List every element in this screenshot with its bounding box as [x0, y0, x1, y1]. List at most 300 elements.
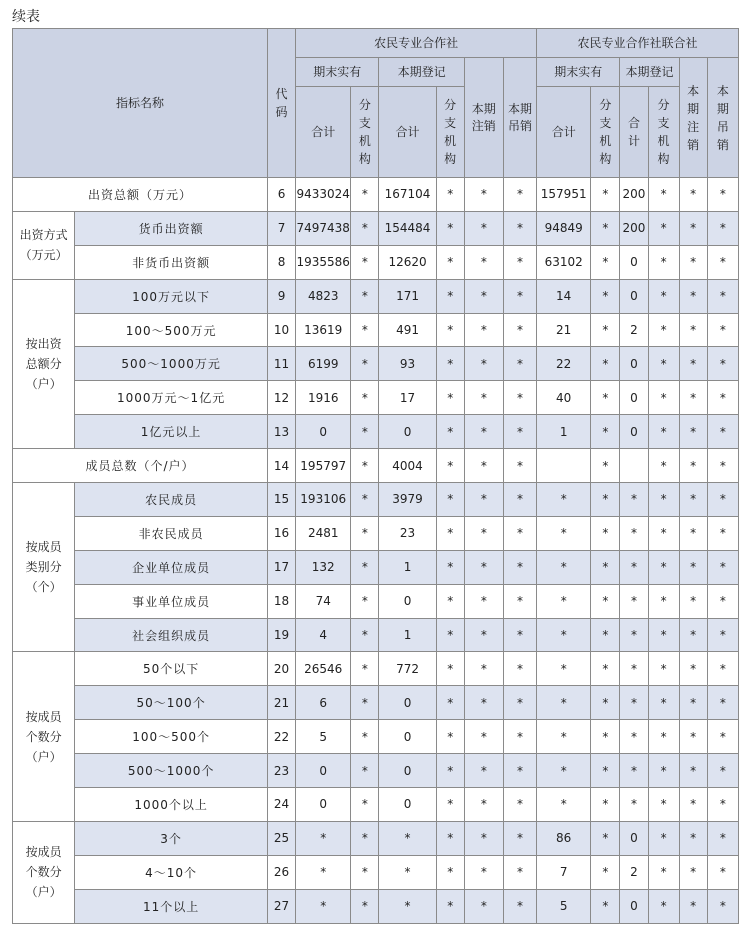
indicator-name: 1亿元以上	[75, 415, 268, 449]
value-cell: 2481	[296, 516, 351, 550]
value-cell: *	[464, 516, 503, 550]
value-cell: *	[620, 550, 648, 584]
union-header: 农民专业合作社联合社	[537, 29, 739, 58]
value-cell: *	[464, 381, 503, 415]
value-cell: *	[436, 178, 464, 212]
value-cell: *	[707, 686, 738, 720]
value-cell: *	[436, 279, 464, 313]
coop-branch-header: 分支机构	[351, 87, 379, 178]
value-cell: *	[648, 754, 679, 788]
value-cell: *	[436, 618, 464, 652]
value-cell: *	[620, 584, 648, 618]
value-cell: 23	[379, 516, 436, 550]
value-cell: *	[707, 415, 738, 449]
value-cell: *	[503, 245, 536, 279]
value-cell: *	[591, 652, 620, 686]
value-cell: *	[351, 178, 379, 212]
value-cell: *	[679, 211, 707, 245]
value-cell: *	[707, 347, 738, 381]
value-cell: 0	[379, 754, 436, 788]
value-cell: 5	[296, 720, 351, 754]
indicator-name: 500～1000万元	[75, 347, 268, 381]
value-cell: *	[679, 686, 707, 720]
value-cell: *	[503, 279, 536, 313]
value-cell: *	[707, 550, 738, 584]
value-cell: 154484	[379, 211, 436, 245]
row-code: 21	[268, 686, 296, 720]
row-code: 23	[268, 754, 296, 788]
value-cell: *	[351, 279, 379, 313]
union-reg-branch-header: 分支机构	[648, 87, 679, 178]
value-cell: *	[707, 618, 738, 652]
value-cell: *	[537, 686, 591, 720]
value-cell: 17	[379, 381, 436, 415]
value-cell: *	[707, 313, 738, 347]
row-code: 19	[268, 618, 296, 652]
value-cell: *	[648, 245, 679, 279]
value-cell: *	[503, 618, 536, 652]
indicator-name: 100万元以下	[75, 279, 268, 313]
value-cell: *	[436, 211, 464, 245]
union-period-end-header: 期末实有	[537, 58, 620, 87]
value-cell: 14	[537, 279, 591, 313]
value-cell: *	[620, 516, 648, 550]
value-cell: 7	[537, 855, 591, 889]
value-cell: *	[679, 584, 707, 618]
coop-header: 农民专业合作社	[296, 29, 537, 58]
value-cell	[620, 449, 648, 483]
value-cell: *	[648, 720, 679, 754]
value-cell: *	[679, 855, 707, 889]
value-cell: *	[464, 754, 503, 788]
value-cell: 0	[379, 584, 436, 618]
value-cell: *	[351, 821, 379, 855]
table-row	[13, 618, 739, 652]
value-cell: *	[351, 754, 379, 788]
table-row	[13, 889, 739, 923]
indicator-name: 11个以上	[75, 889, 268, 923]
value-cell: *	[648, 178, 679, 212]
value-cell: *	[537, 754, 591, 788]
value-cell: *	[707, 483, 738, 517]
union-period-reg-header: 本期登记	[620, 58, 679, 87]
value-cell: *	[648, 313, 679, 347]
value-cell: *	[591, 279, 620, 313]
value-cell: *	[503, 720, 536, 754]
table-row	[13, 211, 739, 245]
indicator-name: 货币出资额	[75, 211, 268, 245]
value-cell: *	[351, 449, 379, 483]
value-cell: *	[620, 720, 648, 754]
value-cell: *	[537, 516, 591, 550]
value-cell: *	[296, 855, 351, 889]
union-cancel-header: 本期注销	[679, 58, 707, 178]
value-cell: *	[464, 889, 503, 923]
value-cell: *	[679, 347, 707, 381]
value-cell: 0	[379, 686, 436, 720]
value-cell: *	[648, 788, 679, 822]
value-cell: *	[648, 347, 679, 381]
value-cell: 200	[620, 178, 648, 212]
union-total-header: 合计	[537, 87, 591, 178]
value-cell: 6199	[296, 347, 351, 381]
union-branch-header: 分支机构	[591, 87, 620, 178]
statistics-table	[12, 28, 739, 924]
value-cell: *	[707, 178, 738, 212]
table-row	[13, 313, 739, 347]
table-row	[13, 686, 739, 720]
value-cell: *	[679, 889, 707, 923]
value-cell: *	[537, 652, 591, 686]
value-cell: *	[351, 686, 379, 720]
value-cell: *	[591, 483, 620, 517]
value-cell: *	[648, 211, 679, 245]
value-cell: *	[591, 550, 620, 584]
value-cell: 0	[620, 279, 648, 313]
table-row	[13, 381, 739, 415]
value-cell: *	[436, 754, 464, 788]
row-code: 26	[268, 855, 296, 889]
value-cell: *	[436, 516, 464, 550]
value-cell: *	[591, 618, 620, 652]
value-cell: *	[503, 483, 536, 517]
value-cell: 157951	[537, 178, 591, 212]
value-cell: *	[464, 245, 503, 279]
value-cell: *	[351, 347, 379, 381]
value-cell: 7497438	[296, 211, 351, 245]
coop-revoke-header: 本期吊销	[503, 58, 536, 178]
value-cell: *	[648, 415, 679, 449]
table-header	[13, 29, 739, 178]
indicator-name: 企业单位成员	[75, 550, 268, 584]
value-cell: 200	[620, 211, 648, 245]
value-cell: 5	[537, 889, 591, 923]
value-cell: *	[537, 483, 591, 517]
value-cell: 1935586	[296, 245, 351, 279]
indicator-header: 指标名称	[13, 29, 268, 178]
row-group-label: 按成员个数分（户）	[13, 821, 75, 923]
value-cell: *	[351, 313, 379, 347]
value-cell: 0	[620, 245, 648, 279]
value-cell: 40	[537, 381, 591, 415]
value-cell: *	[648, 652, 679, 686]
table-row	[13, 449, 739, 483]
value-cell: *	[591, 415, 620, 449]
value-cell: *	[503, 584, 536, 618]
value-cell: *	[591, 313, 620, 347]
value-cell: *	[464, 550, 503, 584]
table-row	[13, 584, 739, 618]
value-cell: *	[503, 381, 536, 415]
value-cell: *	[537, 720, 591, 754]
indicator-name: 100～500个	[75, 720, 268, 754]
value-cell: 0	[379, 788, 436, 822]
value-cell: *	[351, 415, 379, 449]
row-code: 17	[268, 550, 296, 584]
value-cell: *	[591, 449, 620, 483]
value-cell: 0	[620, 415, 648, 449]
value-cell: *	[351, 516, 379, 550]
value-cell: *	[707, 754, 738, 788]
value-cell: *	[351, 550, 379, 584]
value-cell: *	[351, 652, 379, 686]
value-cell: *	[436, 652, 464, 686]
value-cell: 12620	[379, 245, 436, 279]
table-body	[13, 178, 739, 924]
value-cell: *	[591, 889, 620, 923]
value-cell: *	[707, 855, 738, 889]
value-cell: 6	[296, 686, 351, 720]
value-cell: *	[503, 686, 536, 720]
value-cell: *	[436, 584, 464, 618]
table-row	[13, 245, 739, 279]
value-cell: *	[679, 550, 707, 584]
value-cell: *	[436, 415, 464, 449]
value-cell: *	[679, 313, 707, 347]
row-code: 7	[268, 211, 296, 245]
value-cell: *	[436, 550, 464, 584]
row-code: 8	[268, 245, 296, 279]
value-cell: *	[464, 449, 503, 483]
value-cell: *	[351, 483, 379, 517]
value-cell: *	[707, 381, 738, 415]
indicator-name: 非货币出资额	[75, 245, 268, 279]
value-cell: *	[679, 516, 707, 550]
value-cell: *	[503, 178, 536, 212]
value-cell: *	[679, 279, 707, 313]
value-cell: 4	[296, 618, 351, 652]
value-cell: *	[648, 686, 679, 720]
value-cell: *	[707, 211, 738, 245]
value-cell: *	[679, 821, 707, 855]
value-cell: 21	[537, 313, 591, 347]
value-cell: 0	[620, 381, 648, 415]
indicator-name: 非农民成员	[75, 516, 268, 550]
value-cell: *	[707, 516, 738, 550]
table-row	[13, 550, 739, 584]
value-cell: *	[591, 178, 620, 212]
value-cell: *	[537, 788, 591, 822]
value-cell: *	[464, 211, 503, 245]
value-cell: *	[537, 550, 591, 584]
indicator-name: 3个	[75, 821, 268, 855]
row-group-label: 按出资总额分（户）	[13, 279, 75, 448]
value-cell: 772	[379, 652, 436, 686]
union-revoke-header: 本期吊销	[707, 58, 738, 178]
value-cell: *	[648, 821, 679, 855]
indicator-name: 4～10个	[75, 855, 268, 889]
value-cell: *	[351, 720, 379, 754]
value-cell: *	[464, 178, 503, 212]
value-cell: *	[379, 855, 436, 889]
coop-period-reg-header: 本期登记	[379, 58, 464, 87]
value-cell: *	[707, 245, 738, 279]
table-row	[13, 652, 739, 686]
value-cell: *	[436, 313, 464, 347]
value-cell: *	[591, 516, 620, 550]
value-cell: *	[591, 720, 620, 754]
value-cell: *	[591, 245, 620, 279]
value-cell: *	[620, 618, 648, 652]
value-cell: *	[679, 178, 707, 212]
value-cell: 94849	[537, 211, 591, 245]
value-cell: *	[591, 788, 620, 822]
value-cell: *	[464, 279, 503, 313]
row-code: 24	[268, 788, 296, 822]
value-cell: *	[648, 381, 679, 415]
value-cell: *	[436, 347, 464, 381]
value-cell: *	[679, 754, 707, 788]
value-cell: 167104	[379, 178, 436, 212]
value-cell: *	[503, 550, 536, 584]
value-cell: *	[464, 855, 503, 889]
indicator-name: 100～500万元	[75, 313, 268, 347]
indicator-name: 出资总额（万元）	[13, 178, 268, 212]
value-cell: *	[351, 245, 379, 279]
value-cell: *	[679, 618, 707, 652]
value-cell: 63102	[537, 245, 591, 279]
value-cell: *	[591, 855, 620, 889]
value-cell: *	[679, 652, 707, 686]
value-cell: *	[648, 516, 679, 550]
value-cell: *	[464, 652, 503, 686]
value-cell: *	[351, 618, 379, 652]
row-code: 10	[268, 313, 296, 347]
value-cell: 132	[296, 550, 351, 584]
union-reg-total-header: 合计	[620, 87, 648, 178]
value-cell: *	[679, 449, 707, 483]
row-code: 16	[268, 516, 296, 550]
row-code: 9	[268, 279, 296, 313]
value-cell: *	[503, 449, 536, 483]
value-cell: *	[679, 788, 707, 822]
value-cell: *	[707, 889, 738, 923]
value-cell: *	[648, 483, 679, 517]
row-code: 14	[268, 449, 296, 483]
value-cell: 2	[620, 313, 648, 347]
row-code: 11	[268, 347, 296, 381]
value-cell: *	[591, 584, 620, 618]
indicator-name: 1000万元～1亿元	[75, 381, 268, 415]
value-cell: 4004	[379, 449, 436, 483]
indicator-name: 50～100个	[75, 686, 268, 720]
value-cell: *	[296, 821, 351, 855]
value-cell: *	[591, 686, 620, 720]
value-cell: 4823	[296, 279, 351, 313]
code-header: 代码	[268, 29, 296, 178]
value-cell: *	[591, 347, 620, 381]
value-cell: *	[620, 652, 648, 686]
value-cell: *	[707, 449, 738, 483]
value-cell: 0	[620, 821, 648, 855]
value-cell: *	[591, 754, 620, 788]
value-cell: *	[648, 279, 679, 313]
value-cell: *	[591, 211, 620, 245]
value-cell: *	[379, 889, 436, 923]
value-cell: 13619	[296, 313, 351, 347]
value-cell: *	[648, 855, 679, 889]
value-cell: *	[436, 686, 464, 720]
value-cell: 1	[379, 550, 436, 584]
row-code: 27	[268, 889, 296, 923]
indicator-name: 社会组织成员	[75, 618, 268, 652]
value-cell: *	[679, 720, 707, 754]
continued-caption: 续表	[12, 9, 40, 25]
value-cell: *	[351, 381, 379, 415]
value-cell: *	[436, 245, 464, 279]
value-cell: *	[679, 245, 707, 279]
value-cell: *	[503, 347, 536, 381]
value-cell: *	[436, 788, 464, 822]
value-cell: *	[351, 855, 379, 889]
value-cell: *	[648, 449, 679, 483]
value-cell: 1916	[296, 381, 351, 415]
row-group-label: 按成员类别分（个）	[13, 483, 75, 652]
value-cell: 0	[296, 415, 351, 449]
row-group-label: 按成员个数分（户）	[13, 652, 75, 821]
table-row	[13, 821, 739, 855]
value-cell: 93	[379, 347, 436, 381]
table-row	[13, 415, 739, 449]
indicator-name: 1000个以上	[75, 788, 268, 822]
table-row	[13, 516, 739, 550]
value-cell: 2	[620, 855, 648, 889]
value-cell: *	[436, 449, 464, 483]
table-row	[13, 483, 739, 517]
table-row	[13, 754, 739, 788]
table-row	[13, 720, 739, 754]
value-cell: *	[436, 483, 464, 517]
value-cell: *	[707, 652, 738, 686]
coop-cancel-header: 本期注销	[464, 58, 503, 178]
value-cell: *	[591, 821, 620, 855]
value-cell: *	[620, 754, 648, 788]
value-cell: 9433024	[296, 178, 351, 212]
coop-reg-total-header: 合计	[379, 87, 436, 178]
table-row	[13, 178, 739, 212]
value-cell: *	[464, 415, 503, 449]
value-cell: *	[591, 381, 620, 415]
value-cell: *	[436, 821, 464, 855]
value-cell: *	[503, 313, 536, 347]
value-cell: *	[351, 211, 379, 245]
value-cell: 0	[620, 347, 648, 381]
value-cell: *	[464, 347, 503, 381]
value-cell: 26546	[296, 652, 351, 686]
value-cell: *	[648, 550, 679, 584]
row-code: 6	[268, 178, 296, 212]
value-cell: *	[503, 754, 536, 788]
value-cell: *	[464, 720, 503, 754]
value-cell: 0	[296, 754, 351, 788]
value-cell: 491	[379, 313, 436, 347]
value-cell: *	[436, 889, 464, 923]
value-cell: *	[679, 483, 707, 517]
value-cell: *	[707, 720, 738, 754]
value-cell: *	[436, 720, 464, 754]
indicator-name: 事业单位成员	[75, 584, 268, 618]
value-cell: *	[503, 821, 536, 855]
indicator-name: 500～1000个	[75, 754, 268, 788]
indicator-name: 50个以下	[75, 652, 268, 686]
value-cell: *	[464, 313, 503, 347]
table-row	[13, 788, 739, 822]
value-cell: *	[464, 686, 503, 720]
value-cell: *	[537, 618, 591, 652]
table-row	[13, 855, 739, 889]
value-cell: 3979	[379, 483, 436, 517]
value-cell: 1	[379, 618, 436, 652]
